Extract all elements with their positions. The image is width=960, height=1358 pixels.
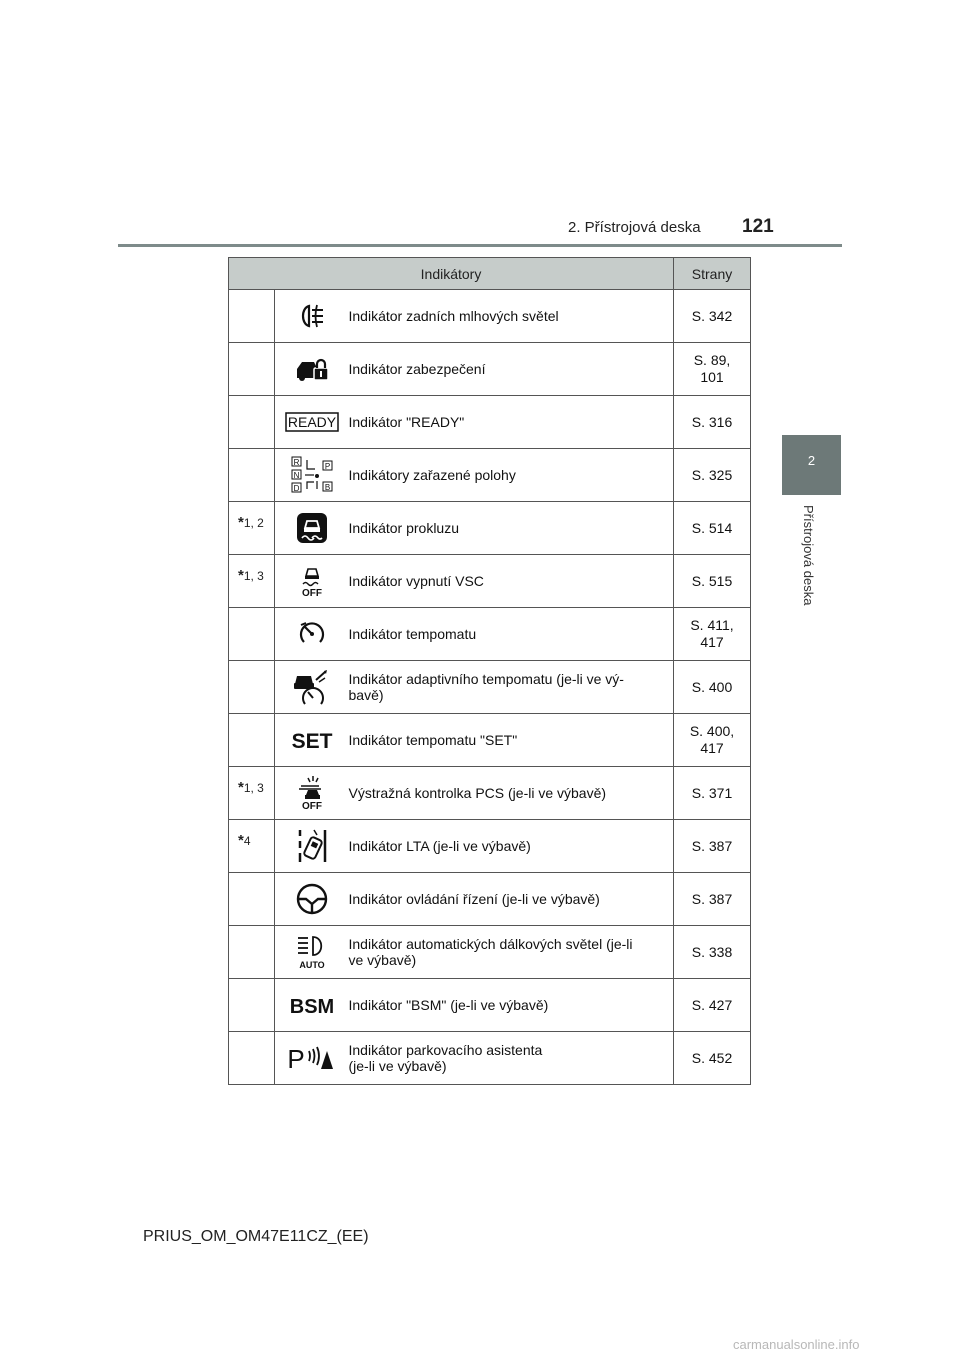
table-row — [229, 449, 751, 502]
page-cell: S. 338 — [674, 926, 751, 979]
icon-cell — [275, 767, 349, 820]
page-cell: S. 411, 417 — [674, 608, 751, 661]
note-cell — [229, 873, 275, 926]
page-cell: S. 342 — [674, 290, 751, 343]
note-ref: *1, 3 — [238, 567, 264, 584]
page-number: 121 — [742, 216, 774, 237]
table-row — [229, 502, 751, 555]
note-cell — [229, 449, 275, 502]
icon-cell — [275, 449, 349, 502]
table-row — [229, 767, 751, 820]
shift-letter-n: N — [293, 471, 300, 480]
cruise-control-icon — [297, 619, 327, 649]
note-cell — [229, 555, 275, 608]
note-cell — [229, 1032, 275, 1085]
description-cell: Indikátor "READY" — [349, 396, 674, 449]
page-cell: S. 325 — [674, 449, 751, 502]
description-cell: Indikátor vypnutí VSC — [349, 555, 674, 608]
note-cell — [229, 714, 275, 767]
side-tab-label: Přístrojová deska — [801, 505, 816, 606]
description-cell: Indikátor ovládání řízení (je-li ve výbavě) — [349, 873, 674, 926]
indicator-table — [228, 257, 751, 1085]
description-cell: Indikátor automatických dálkových světel (je-li ve výbavě) — [349, 926, 674, 979]
icon-cell — [275, 396, 349, 449]
note-ref: *1, 3 — [238, 779, 264, 796]
note-ref: *1, 2 — [238, 514, 264, 531]
ready-icon — [285, 412, 339, 432]
icon-cell — [275, 926, 349, 979]
footnote-star: * — [238, 567, 244, 584]
note-cell — [229, 396, 275, 449]
page-cell: S. 371 — [674, 767, 751, 820]
lta-icon — [295, 828, 329, 864]
table-row — [229, 343, 751, 396]
watermark: carmanualsonline.info — [733, 1337, 860, 1352]
table-header-row — [229, 258, 751, 290]
page-cell: S. 89, 101 — [674, 343, 751, 396]
page-cell: S. 387 — [674, 873, 751, 926]
table-row — [229, 1032, 751, 1085]
table-row — [229, 608, 751, 661]
bsm-icon-text: BSM — [289, 996, 334, 1017]
shift-position-icon — [290, 455, 334, 495]
ready-icon-text: READY — [287, 414, 336, 430]
note-cell — [229, 608, 275, 661]
adaptive-cruise-icon — [291, 668, 333, 706]
page-cell: S. 316 — [674, 396, 751, 449]
icon-cell — [275, 979, 349, 1032]
description-cell: Indikátor prokluzu — [349, 502, 674, 555]
col-header-pages: Strany — [674, 258, 751, 290]
set-icon-text: SET — [291, 730, 333, 752]
header-rule — [118, 244, 842, 247]
auto-high-beam-icon — [294, 934, 330, 970]
col-header-indicators: Indikátory — [229, 258, 674, 290]
page-cell: S. 400 — [674, 661, 751, 714]
table-row — [229, 714, 751, 767]
note-cell — [229, 343, 275, 396]
icon-cell — [275, 873, 349, 926]
note-cell — [229, 290, 275, 343]
footer-code: PRIUS_OM_OM47E11CZ_(EE) — [143, 1228, 369, 1245]
description-cell: Indikátor "BSM" (je-li ve výbavě) — [349, 979, 674, 1032]
page-cell: S. 452 — [674, 1032, 751, 1085]
description-cell: Indikátor tempomatu — [349, 608, 674, 661]
table-row — [229, 926, 751, 979]
table-row — [229, 820, 751, 873]
icon-cell — [275, 661, 349, 714]
side-tab — [782, 435, 841, 495]
description-cell: Indikátory zařazené polohy — [349, 449, 674, 502]
table-row — [229, 979, 751, 1032]
description-cell: Indikátor adaptivního tempomatu (je-li ve vý- bavě) — [349, 661, 674, 714]
rear-fog-light-icon — [297, 301, 327, 331]
parking-icon-text: P — [287, 1044, 305, 1073]
icon-cell — [275, 608, 349, 661]
pcs-off-icon — [295, 775, 329, 811]
note-cell — [229, 926, 275, 979]
icon-cell — [275, 714, 349, 767]
bsm-icon — [287, 993, 337, 1017]
footnote-star: * — [238, 832, 244, 849]
footnote-star: * — [238, 514, 244, 531]
page-cell: S. 400, 417 — [674, 714, 751, 767]
page-cell: S. 387 — [674, 820, 751, 873]
description-cell: Indikátor tempomatu "SET" — [349, 714, 674, 767]
icon-cell — [275, 1032, 349, 1085]
table-row — [229, 290, 751, 343]
header-title: 2. Přístrojová deska — [568, 219, 701, 236]
icon-cell — [275, 502, 349, 555]
table-row — [229, 873, 751, 926]
icon-cell — [275, 290, 349, 343]
vsc-off-text: OFF — [301, 588, 322, 598]
description-cell: Výstražná kontrolka PCS (je-li ve výbavě) — [349, 767, 674, 820]
description-cell: Indikátor parkovacího asistenta (je-li ve výbavě) — [349, 1032, 674, 1085]
shift-letter-b: B — [324, 483, 330, 492]
security-lock-icon — [294, 356, 330, 382]
note-ref: *4 — [238, 832, 251, 849]
auto-icon-text: AUTO — [299, 960, 325, 970]
footnote-star: * — [238, 779, 244, 796]
shift-letter-p: P — [324, 462, 330, 471]
icon-cell — [275, 820, 349, 873]
description-cell: Indikátor zadních mlhových světel — [349, 290, 674, 343]
description-cell: Indikátor zabezpečení — [349, 343, 674, 396]
vsc-off-icon — [295, 564, 329, 598]
page-cell: S. 515 — [674, 555, 751, 608]
table-row — [229, 661, 751, 714]
slip-indicator-icon — [296, 512, 328, 544]
note-cell — [229, 820, 275, 873]
table-row — [229, 396, 751, 449]
note-cell — [229, 767, 275, 820]
page-cell: S. 427 — [674, 979, 751, 1032]
side-tab-number: 2 — [807, 453, 816, 468]
icon-cell — [275, 555, 349, 608]
pcs-off-text: OFF — [301, 801, 322, 811]
table-row — [229, 555, 751, 608]
steering-wheel-icon — [295, 882, 329, 916]
set-icon — [290, 728, 334, 752]
note-cell — [229, 979, 275, 1032]
note-cell — [229, 502, 275, 555]
parking-assist-icon — [287, 1043, 337, 1073]
shift-letter-d: D — [293, 484, 300, 493]
shift-letter-r: R — [293, 458, 300, 467]
icon-cell — [275, 343, 349, 396]
page-cell: S. 514 — [674, 502, 751, 555]
note-cell — [229, 661, 275, 714]
description-cell: Indikátor LTA (je-li ve výbavě) — [349, 820, 674, 873]
